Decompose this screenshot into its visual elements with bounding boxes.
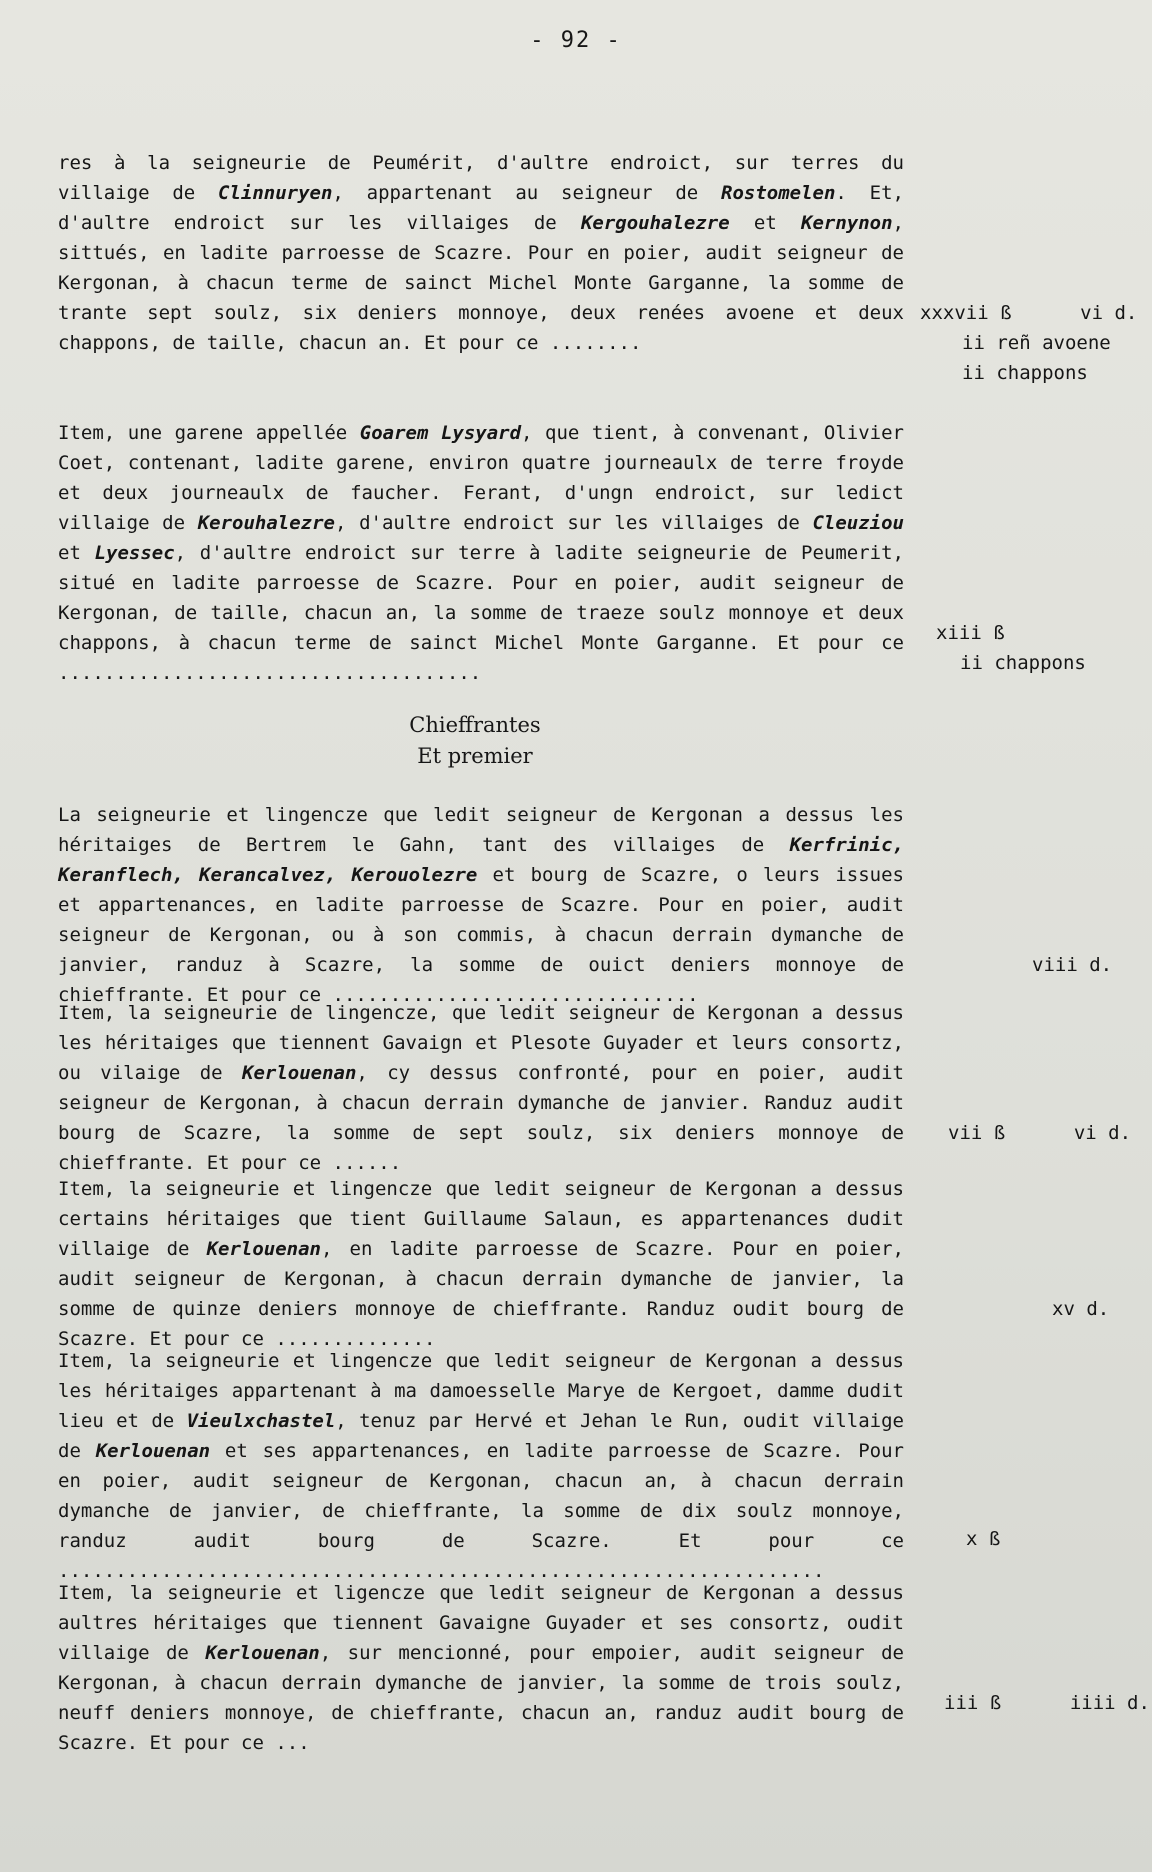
entry-0 xyxy=(58,148,1138,384)
entry-1 xyxy=(58,418,1118,688)
section-title: Chieffrantes xyxy=(409,713,541,737)
amount: ii chappons xyxy=(960,652,1086,674)
entry-text: Item, la seigneurie et lingencze que ledit seigneur de Kergonan a dessus les héritaiges appartenant à ma damoesselle Marye de Kergoet, damme dudit lieu et de Vieulxchastel, tenuz par Hervé et Jehan le Run, oudit villaige de Kerlouenan et ses appartenances, en ladite parroesse de Scazre. Pour en poier, audit seigneur de Kergonan, chacun an, à chacun derrain dymanche de janvier, de chieffrante, la somme de dix soulz monnoye, randuz audit bourg de Scazre. Et pour ce ................................................................... xyxy=(58,1350,904,1582)
amount: x ß xyxy=(966,1528,1001,1550)
entry-text: Item, la seigneurie et ligencze que ledit seigneur de Kergonan a dessus aultres héritaiges que tiennent Gavaigne Guyader et ses consortz, oudit villaige de Kerlouenan, sur mencionné, pour empoier, audit seigneur de Kergonan, à chacun derrain dymanche de janvier, la somme de trois soulz, neuff deniers monnoye, de chieffrante, chacun an, randuz audit bourg de Scazre. Et pour ce ... xyxy=(58,1582,904,1754)
entry-text: Item, la seigneurie et lingencze que ledit seigneur de Kergonan a dessus certains héritaiges que tient Guillaume Salaun, es appartenances dudit villaige de Kerlouenan, en ladite parroesse de Scazre. Pour en poier, audit seigneur de Kergonan, à chacun derrain dymanche de janvier, la somme de quinze deniers monnoye de chieffrante. Randuz oudit bourg de Scazre. Et pour ce .............. xyxy=(58,1178,904,1350)
entry-5 xyxy=(58,1346,1118,1586)
entry-text: Item, une garene appellée Goarem Lysyard, que tient, à convenant, Olivier Coet, contenant, ladite garene, environ quatre journeaulx de terre froyde et deux journeaulx de faucher. Ferant, d'ungn endroict, sur ledict villaige de Kerouhalezre, d'aultre endroict sur les villaiges de Cleuziou et Lyessec, d'aultre endroict sur terre à ladite seigneurie de Peumerit, situé en ladite parroesse de Scazre. Pour en poier, audit seigneur de Kergonan, de taille, chacun an, la somme de traeze soulz monnoye et deux chappons, à chacun terme de sainct Michel Monte Garganne. Et pour ce ..................................... xyxy=(58,422,904,684)
amount: vii ß vi d. xyxy=(948,1122,1132,1144)
section-heading xyxy=(0,710,950,772)
place-name: Kerlouenan xyxy=(95,1440,211,1462)
amount: xv d. xyxy=(1052,1298,1110,1320)
amount: ii reñ avoene xyxy=(962,332,1111,354)
entry-2 xyxy=(58,800,1118,1010)
entry-text: res à la seigneurie de Peumérit, d'aultre endroict, sur terres du villaige de Clinnuryen, appartenant au seigneur de Rostomelen. Et, d'aultre endroict sur les villaiges de Kergouhalezre et Kernynon, sittués, en ladite parroesse de Scazre. Pour en poier, audit seigneur de Kergonan, à chacun terme de sainct Michel Monte Garganne, la somme de trante sept soulz, six deniers monnoye, deux renées avoene et deux chappons, de taille, chacun an. Et pour ce ........ xyxy=(58,152,904,354)
place-name: Kernynon xyxy=(801,212,893,234)
page-number: - 92 - xyxy=(530,28,622,53)
place-name: Kerlouenan xyxy=(242,1062,357,1084)
entry-6 xyxy=(58,1578,1150,1758)
entry-4 xyxy=(58,1174,1118,1354)
entry-text: Item, la seigneurie de lingencze, que ledit seigneur de Kergonan a dessus les héritaiges que tiennent Gavaign et Plesote Guyader et leurs consortz, ou vilaige de Kerlouenan, cy dessus confronté, pour en poier, audit seigneur de Kergonan, à chacun derrain dymanche de janvier. Randuz audit bourg de Scazre, la somme de sept soulz, six deniers monnoye de chieffrante. Et pour ce ...... xyxy=(58,1002,904,1174)
amount: xiii ß xyxy=(936,622,1005,644)
place-name: Cleuziou xyxy=(812,512,904,534)
place-name: Kerouhalezre xyxy=(197,512,335,534)
section-subtitle: Et premier xyxy=(417,744,533,768)
place-name: Kerlouenan xyxy=(205,1642,320,1664)
place-name: Clinnuryen xyxy=(218,182,333,204)
place-name: Kerfrinic, Keranflech, Kerancalvez, Kerouolezre xyxy=(58,834,904,886)
place-name: Lyessec xyxy=(94,542,175,564)
place-name: Kerlouenan xyxy=(206,1238,321,1260)
entry-3 xyxy=(58,998,1132,1178)
amount: iii ß iiii d. xyxy=(944,1692,1150,1714)
amount: ii chappons xyxy=(962,362,1088,384)
place-name: Vieulxchastel xyxy=(186,1410,336,1432)
place-name: Goarem Lysyard xyxy=(359,422,522,444)
entry-text: La seigneurie et lingencze que ledit seigneur de Kergonan a dessus les héritaiges de Bertrem le Gahn, tant des villaiges de Kerfrinic, Keranflech, Kerancalvez, Kerouolezre et bourg de Scazre, o leurs issues et appartenances, en ladite parroesse de Scazre. Pour en poier, audit seigneur de Kergonan, ou à son commis, à chacun derrain dymanche de janvier, randuz à Scazre, la somme de ouict deniers monnoye de chieffrante. Et pour ce ................................ xyxy=(58,804,904,1006)
amount: xxxvii ß vi d. xyxy=(920,302,1138,324)
amount: viii d. xyxy=(1032,954,1113,976)
place-name: Kergouhalezre xyxy=(580,212,730,234)
place-name: Rostomelen xyxy=(721,182,836,204)
